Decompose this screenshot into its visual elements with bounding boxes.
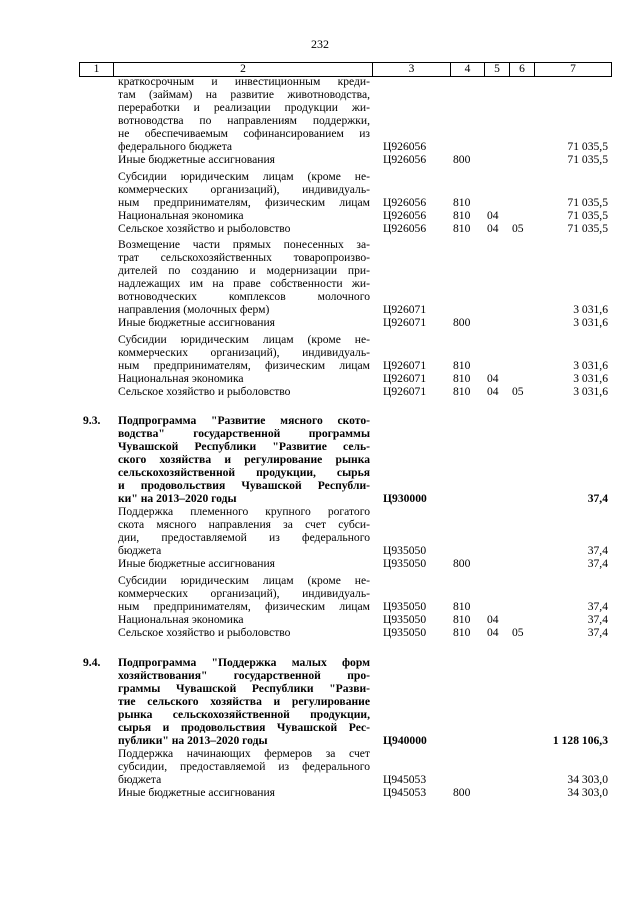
- amount: 71 035,5: [567, 196, 608, 209]
- row-name: Сельское хозяйство и рыболовство: [118, 222, 291, 235]
- target-code: Ц926071: [383, 385, 427, 398]
- section-number: 9.3.: [83, 414, 101, 427]
- table-row: [0, 505, 640, 518]
- table-row: [0, 170, 640, 183]
- expense-type: 800: [453, 316, 471, 329]
- table-row: [0, 88, 640, 101]
- amount: 3 031,6: [573, 385, 608, 398]
- table-row: [0, 492, 640, 505]
- table-row: [0, 613, 640, 626]
- row-name: вотноводства по направлениям поддержки,: [118, 114, 370, 127]
- amount: 3 031,6: [573, 359, 608, 372]
- row-name: Чувашской Республики "Развитие сель-: [118, 440, 370, 453]
- row-name: Сельское хозяйство и рыболовство: [118, 385, 291, 398]
- row-name: ки" на 2013–2020 годы: [118, 492, 237, 505]
- table-row: [0, 140, 640, 153]
- table-row: [0, 479, 640, 492]
- target-code: Ц945053: [383, 786, 427, 799]
- section-number: 9.4.: [83, 656, 101, 669]
- amount: 71 035,5: [567, 222, 608, 235]
- amount: 3 031,6: [573, 372, 608, 385]
- amount: 34 303,0: [567, 786, 608, 799]
- table-row: [0, 114, 640, 127]
- table-row: [0, 682, 640, 695]
- row-name: тие сельского хозяйства и регулирование: [118, 695, 370, 708]
- expense-type: 810: [453, 196, 471, 209]
- expense-type: 810: [453, 626, 471, 639]
- row-name: Подпрограмма "Поддержка малых форм: [118, 656, 370, 669]
- table-row: [0, 708, 640, 721]
- table-row: [0, 747, 640, 760]
- expense-type: 810: [453, 209, 471, 222]
- amount: 1 128 106,3: [552, 734, 608, 747]
- expense-type: 810: [453, 385, 471, 398]
- table-row: [0, 264, 640, 277]
- row-name: Поддержка начинающих фермеров за счет: [118, 747, 370, 760]
- target-code: Ц935050: [383, 544, 427, 557]
- amount: 37,4: [587, 544, 608, 557]
- expense-type: 800: [453, 153, 471, 166]
- table-row: [0, 238, 640, 251]
- table-row: [0, 695, 640, 708]
- amount: 37,4: [587, 600, 608, 613]
- target-code: Ц935050: [383, 557, 427, 570]
- row-name: ным предпринимателям, физическим лицам: [118, 359, 370, 372]
- target-code: Ц926056: [383, 140, 427, 153]
- row-name: вотноводческих комплексов молочного: [118, 290, 370, 303]
- target-code: Ц935050: [383, 600, 427, 613]
- table-row: [0, 385, 640, 398]
- table-row: [0, 557, 640, 570]
- amount: 3 031,6: [573, 303, 608, 316]
- section-code: 04: [487, 372, 499, 385]
- amount: 71 035,5: [567, 153, 608, 166]
- table-row: [0, 626, 640, 639]
- expense-type: 800: [453, 786, 471, 799]
- row-name: сырья и продовольствия Чувашской Рес-: [118, 721, 370, 734]
- table-row: [0, 587, 640, 600]
- table-row: [0, 574, 640, 587]
- row-name: надлежащих им на праве собственности жи-: [118, 277, 370, 290]
- table-row: [0, 760, 640, 773]
- table-row: [0, 101, 640, 114]
- header-col-1: 1: [80, 63, 114, 76]
- row-name: Возмещение части прямых понесенных за-: [118, 238, 370, 251]
- amount: 34 303,0: [567, 773, 608, 786]
- row-name: Сельское хозяйство и рыболовство: [118, 626, 291, 639]
- subsection-code: 05: [512, 385, 524, 398]
- table-row: [0, 544, 640, 557]
- row-name: Субсидии юридическим лицам (кроме не-: [118, 333, 370, 346]
- section-code: 04: [487, 385, 499, 398]
- header-col-7: 7: [570, 63, 576, 75]
- row-name: ным предпринимателям, физическим лицам: [118, 600, 370, 613]
- row-name: Иные бюджетные ассигнования: [118, 153, 275, 166]
- target-code: Ц926056: [383, 153, 427, 166]
- table-row: [0, 183, 640, 196]
- amount: 37,4: [587, 557, 608, 570]
- target-code: Ц940000: [383, 734, 427, 747]
- row-name: ным предпринимателям, физическим лицам: [118, 196, 370, 209]
- target-code: Ц930000: [383, 492, 427, 505]
- section-code: 04: [487, 222, 499, 235]
- page-number: 232: [311, 37, 329, 51]
- row-name: публики" на 2013–2020 годы: [118, 734, 268, 747]
- table-row: [0, 531, 640, 544]
- table-row: [0, 196, 640, 209]
- table-row: [0, 277, 640, 290]
- header-col-3: 3: [373, 63, 451, 76]
- table-row: [0, 251, 640, 264]
- table-row: [0, 518, 640, 531]
- row-name: водства" государственной программы: [118, 427, 370, 440]
- table-row: [0, 440, 640, 453]
- table-row: [0, 372, 640, 385]
- amount: 71 035,5: [567, 140, 608, 153]
- row-name: трат сельскохозяйственных товаропроизво-: [118, 251, 370, 264]
- row-name: и продовольствия Чувашской Республи-: [118, 479, 370, 492]
- target-code: Ц926056: [383, 222, 427, 235]
- target-code: Ц926071: [383, 372, 427, 385]
- table-row: [0, 734, 640, 747]
- row-name: Субсидии юридическим лицам (кроме не-: [118, 574, 370, 587]
- row-name: сельскохозяйственной продукции, сырья: [118, 466, 370, 479]
- row-name: бюджета: [118, 773, 162, 786]
- subsection-code: 05: [512, 222, 524, 235]
- row-name: хозяйствования" государственной про-: [118, 669, 370, 682]
- table-row: [0, 656, 640, 669]
- row-name: коммерческих организаций), индивидуаль-: [118, 346, 370, 359]
- row-name: переработки и реализации продукции жи-: [118, 101, 370, 114]
- amount: 37,4: [587, 492, 608, 505]
- row-name: дии, предоставляемой из федерального: [118, 531, 370, 544]
- row-name: коммерческих организаций), индивидуаль-: [118, 183, 370, 196]
- section-code: 04: [487, 626, 499, 639]
- section-code: 04: [487, 613, 499, 626]
- target-code: Ц935050: [383, 626, 427, 639]
- table-row: [0, 209, 640, 222]
- target-code: Ц926071: [383, 303, 427, 316]
- row-name: краткосрочным и инвестиционным креди-: [118, 75, 370, 88]
- table-row: [0, 773, 640, 786]
- expense-type: 810: [453, 359, 471, 372]
- subsection-code: 05: [512, 626, 524, 639]
- row-name: не обеспечиваемым софинансированием из: [118, 127, 370, 140]
- table-row: [0, 466, 640, 479]
- table-row: [0, 414, 640, 427]
- target-code: Ц926071: [383, 359, 427, 372]
- row-name: скота мясного направления за счет субси-: [118, 518, 370, 531]
- table-row: [0, 453, 640, 466]
- row-name: коммерческих организаций), индивидуаль-: [118, 587, 370, 600]
- table-row: [0, 600, 640, 613]
- row-name: Подпрограмма "Развитие мясного ското-: [118, 414, 370, 427]
- row-name: федерального бюджета: [118, 140, 233, 153]
- amount: 71 035,5: [567, 209, 608, 222]
- amount: 37,4: [587, 626, 608, 639]
- target-code: Ц926056: [383, 196, 427, 209]
- section-code: 04: [487, 209, 499, 222]
- row-name: Национальная экономика: [118, 613, 244, 626]
- header-col-4: 4: [451, 63, 485, 76]
- header-col-6: 6: [510, 63, 535, 76]
- table-row: [0, 303, 640, 316]
- row-name: там (займам) на развитие животноводства,: [118, 88, 370, 101]
- target-code: Ц945053: [383, 773, 427, 786]
- expense-type: 800: [453, 557, 471, 570]
- table-row: [0, 222, 640, 235]
- row-name: Иные бюджетные ассигнования: [118, 786, 275, 799]
- expense-type: 810: [453, 600, 471, 613]
- table-row: [0, 786, 640, 799]
- table-row: [0, 316, 640, 329]
- amount: 37,4: [587, 613, 608, 626]
- row-name: рынка сельскохозяйственной продукции,: [118, 708, 370, 721]
- target-code: Ц935050: [383, 613, 427, 626]
- row-name: граммы Чувашской Республики "Разви-: [118, 682, 370, 695]
- target-code: Ц926056: [383, 209, 427, 222]
- row-name: Иные бюджетные ассигнования: [118, 557, 275, 570]
- row-name: направления (молочных ферм): [118, 303, 270, 316]
- row-name: Субсидии юридическим лицам (кроме не-: [118, 170, 370, 183]
- table-row: [0, 127, 640, 140]
- row-name: бюджета: [118, 544, 162, 557]
- row-name: Поддержка племенного крупного рогатого: [118, 505, 370, 518]
- table-row: [0, 333, 640, 346]
- row-name: Национальная экономика: [118, 372, 244, 385]
- table-row: [0, 669, 640, 682]
- table-row: [0, 359, 640, 372]
- row-name: ского хозяйства и регулирование рынка: [118, 453, 370, 466]
- table-row: [0, 721, 640, 734]
- table-row: [0, 290, 640, 303]
- row-name: Национальная экономика: [118, 209, 244, 222]
- header-col-5: 5: [485, 63, 510, 76]
- expense-type: 810: [453, 372, 471, 385]
- expense-type: 810: [453, 222, 471, 235]
- target-code: Ц926071: [383, 316, 427, 329]
- amount: 3 031,6: [573, 316, 608, 329]
- table-row: [0, 427, 640, 440]
- row-name: дителей по созданию и модернизации при-: [118, 264, 370, 277]
- row-name: субсидии, предоставляемой из федерального: [118, 760, 370, 773]
- table-row: [0, 153, 640, 166]
- expense-type: 810: [453, 613, 471, 626]
- table-row: [0, 75, 640, 88]
- table-row: [0, 346, 640, 359]
- header-col-2: 2: [114, 63, 373, 76]
- row-name: Иные бюджетные ассигнования: [118, 316, 275, 329]
